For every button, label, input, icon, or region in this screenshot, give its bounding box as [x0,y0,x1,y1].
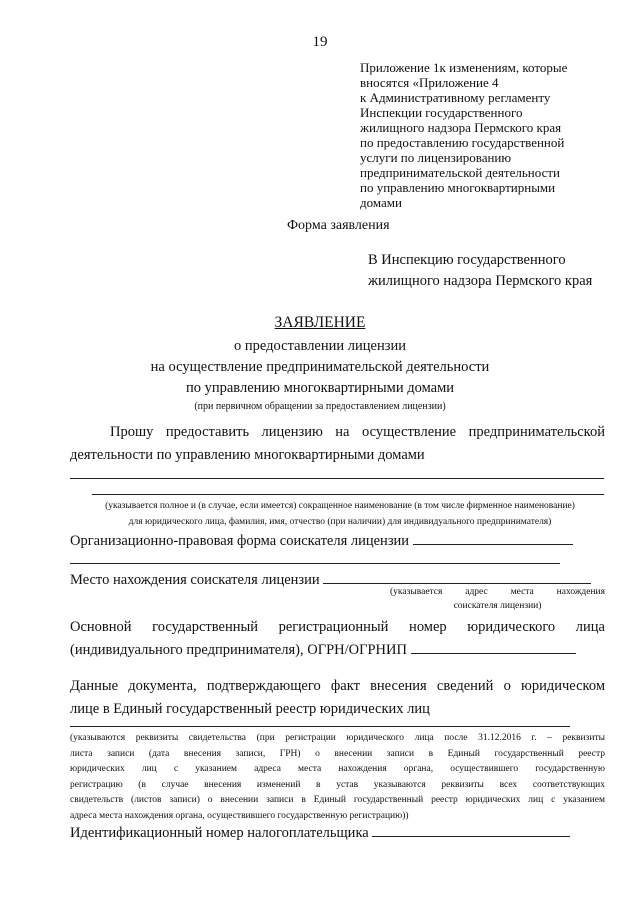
location-input[interactable] [323,569,591,584]
note-line: свидетельств (листов записи) о внесении записи в Единый государственный реестр юридических лиц с указанием [70,795,605,805]
egrul-note [70,731,605,824]
form-label: Форма заявления [287,218,390,233]
applicant-name-note [70,498,610,530]
ogrn-line1: Основной государственный регистрационный номер юридического лица [70,619,605,635]
note-line: соискателя лицензии) [453,601,542,611]
title-line2: на осуществление предпринимательской деятельности [150,359,490,375]
applicant-name-field[interactable] [70,478,604,479]
request-paragraph [70,421,605,467]
org-form-label: Организационно-правовая форма соискателя лицензии [70,533,410,549]
page-number: 19 [312,34,328,50]
egrul-line1: Данные документа, подтверждающего факт внесения сведений о юридическом [70,678,605,694]
note-line: юридических лиц с указанием адреса места нахождения органа, осуществившего государственную [70,764,605,774]
egrul-line2: лице в Единый государственный реестр юридических лиц [70,701,430,717]
appendix-line: домами [360,195,402,210]
appendix-line: жилищного надзора Пермского края [360,120,562,135]
ogrn-input[interactable] [411,639,576,654]
document-title: ЗАЯВЛЕНИЕ [274,314,366,331]
appendix-line: по предоставлению государственной [360,135,565,150]
appendix-line: предпринимательской деятельности [360,165,560,180]
location-label: Место нахождения соискателя лицензии [70,572,320,588]
request-line1: Прошу предоставить лицензию на осуществление предпринимательской [110,424,605,440]
appendix-line: вносятся «Приложение 4 [360,75,499,90]
title-line3: по управлению многоквартирными домами [185,380,455,396]
egrul-input[interactable] [70,726,570,727]
title-line1: о предоставлении лицензии [234,338,406,354]
org-form-row [70,530,573,550]
addressee [368,250,592,292]
appendix-header [360,60,610,210]
location-note [390,585,605,613]
note-line: регистрацию (в случае внесения изменений в устав указываются реквизиты всех соответствующих [70,779,605,790]
ogrn-line2-row [70,639,605,662]
note-line: (указывается полное и (в случае, если имеется) сокращенное наименование (в том числе фирменное наименование) [105,501,575,511]
note-line: листа записи (дата внесения записи, ГРН) о внесении записи в Единый государственный реестр [70,748,605,759]
appendix-line: Инспекции государственного [360,105,523,120]
title-note: (при первичном обращении за предоставлением лицензии) [194,401,446,412]
inn-row [70,822,570,842]
addressee-line1: В Инспекцию государственного [368,252,566,268]
appendix-line: по управлению многоквартирными [360,180,556,195]
inn-input[interactable] [372,822,570,837]
egrul-block [70,675,605,721]
note-line: для юридического лица, фамилия, имя, отчество (при наличии) для индивидуального предпринимателя) [128,517,552,527]
applicant-name-field-2[interactable] [92,494,604,495]
addressee-line2: жилищного надзора Пермского края [368,273,593,289]
ogrn-block [70,616,605,662]
inn-label: Идентификационный номер налогоплательщика [70,825,369,841]
request-line2: деятельности по управлению многоквартирными домами [70,447,425,463]
appendix-line: к Административному регламенту [360,90,551,105]
org-form-input-2[interactable] [70,563,560,564]
note-line: (указывается адрес места нахождения [390,587,605,597]
appendix-line: Приложение 1к изменениям, которые [360,60,568,75]
note-line: (указываются реквизиты свидетельства (при регистрации юридического лица после 31.12.2016 г. – реквизиты [70,733,605,743]
note-line: адреса места нахождения органа, осуществившего государственную регистрацию)) [70,810,409,821]
ogrn-line2: (индивидуального предпринимателя), ОГРН/ОГРНИП [70,642,407,658]
appendix-line: услуги по лицензированию [360,150,512,165]
title-block [0,314,640,415]
org-form-input[interactable] [413,530,573,545]
